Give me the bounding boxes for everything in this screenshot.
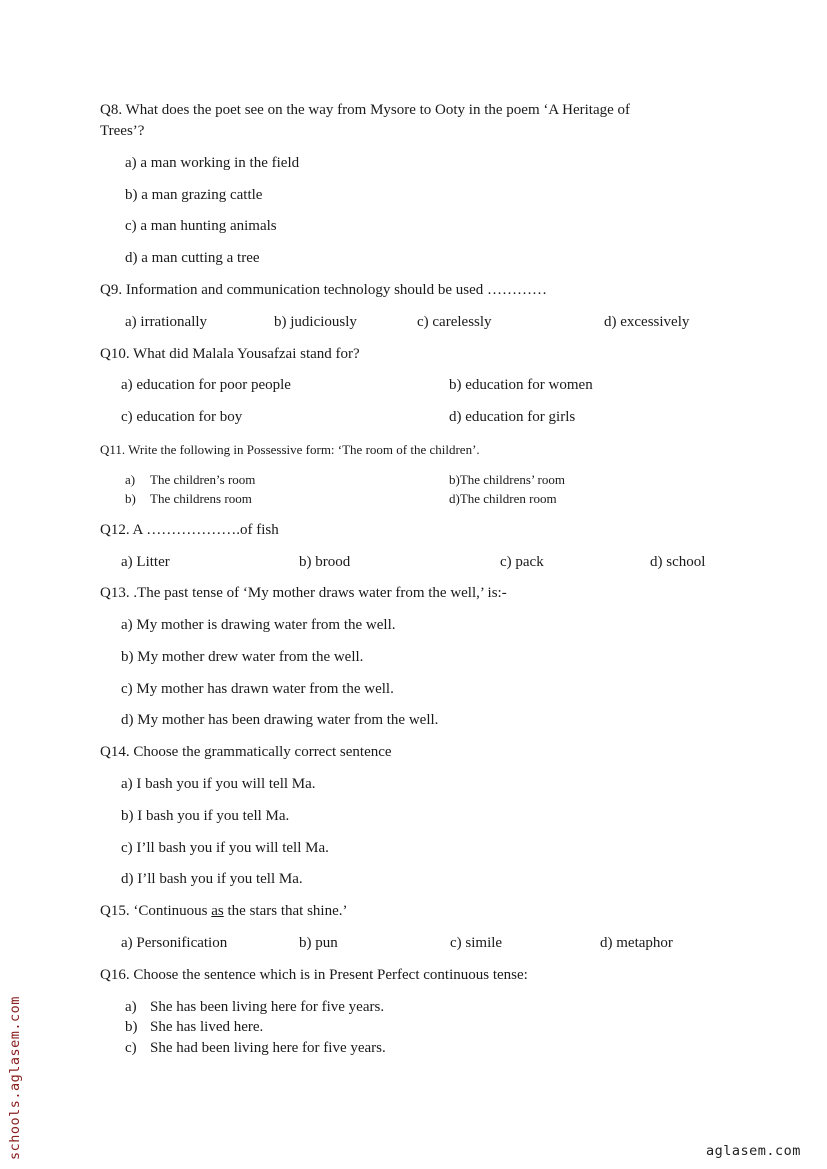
q16-option-a: She has been living here for five years. xyxy=(150,999,385,1015)
q8-option-c: c) a man hunting animals xyxy=(125,218,277,234)
q14-option-b: b) I bash you if you tell Ma. xyxy=(121,808,290,824)
q11-option-d: d)The children room xyxy=(449,491,557,506)
q12-option-c: c) pack xyxy=(500,554,544,570)
q15-option-d: d) metaphor xyxy=(600,935,673,951)
q13-question: Q13. .The past tense of ‘My mother draws water from the well,’ is:- xyxy=(100,585,507,601)
q16-option-a-label: a) xyxy=(125,999,137,1015)
q11-question: Q11. Write the following in Possessive form: ‘The room of the children’. xyxy=(100,442,480,457)
q15-option-a: a) Personification xyxy=(121,935,228,951)
q13-option-a: a) My mother is drawing water from the well. xyxy=(121,617,396,633)
q11-option-c: The childrens room xyxy=(150,491,252,506)
q12-option-d: d) school xyxy=(650,554,706,570)
q13-option-b: b) My mother drew water from the well. xyxy=(121,649,364,665)
q8-question-line2: Trees’? xyxy=(100,123,145,139)
q10-option-a: a) education for poor people xyxy=(121,377,291,393)
q8-option-a: a) a man working in the field xyxy=(125,155,300,171)
q12-option-a: a) Litter xyxy=(121,554,170,570)
q11-option-a: The children’s room xyxy=(150,472,256,487)
q15-question-post: the stars that shine.’ xyxy=(223,903,348,919)
q14-question: Q14. Choose the grammatically correct sentence xyxy=(100,744,392,760)
q16-option-c: She had been living here for five years. xyxy=(150,1040,386,1056)
q14-option-a: a) I bash you if you will tell Ma. xyxy=(121,776,316,792)
q15-question-pre: Q15. ‘Continuous xyxy=(100,903,212,919)
q13-option-d: d) My mother has been drawing water from the well. xyxy=(121,712,439,728)
q15-question xyxy=(100,902,348,920)
q16-question: Q16. Choose the sentence which is in Present Perfect continuous tense: xyxy=(100,967,528,983)
q9-option-a: a) irrationally xyxy=(125,314,208,330)
q10-question: Q10. What did Malala Yousafzai stand for? xyxy=(100,346,360,362)
q10-option-d: d) education for girls xyxy=(449,409,576,425)
q9-option-b: b) judiciously xyxy=(274,314,357,330)
q13-option-c: c) My mother has drawn water from the well. xyxy=(121,681,394,697)
q16-option-c-label: c) xyxy=(125,1040,137,1056)
q8-question-line1: Q8. What does the poet see on the way from Mysore to Ooty in the poem ‘A Heritage of xyxy=(100,102,631,118)
q14-option-c: c) I’ll bash you if you will tell Ma. xyxy=(121,840,329,856)
footer-watermark: aglasem.com xyxy=(706,1143,801,1159)
q8-option-d: d) a man cutting a tree xyxy=(125,250,260,266)
q15-question-underlined: as xyxy=(211,903,224,919)
q9-option-c: c) carelessly xyxy=(417,314,492,330)
q9-option-d: d) excessively xyxy=(604,314,690,330)
q14-option-d: d) I’ll bash you if you tell Ma. xyxy=(121,871,303,887)
q15-option-b: b) pun xyxy=(299,935,338,951)
q10-option-b: b) education for women xyxy=(449,377,593,393)
q10-option-c: c) education for boy xyxy=(121,409,243,425)
q15-option-c: c) simile xyxy=(450,935,503,951)
q16-option-b: She has lived here. xyxy=(150,1019,264,1035)
q9-question: Q9. Information and communication technology should be used ………… xyxy=(100,282,548,298)
q12-question: Q12. A ……………….of fish xyxy=(100,522,279,538)
q11-option-c-label: b) xyxy=(125,491,136,506)
q12-option-b: b) brood xyxy=(299,554,351,570)
q11-option-a-label: a) xyxy=(125,472,136,487)
side-watermark: schools.aglasem.com xyxy=(7,996,23,1160)
q16-option-b-label: b) xyxy=(125,1019,138,1035)
q11-option-b: b)The childrens’ room xyxy=(449,472,565,487)
q8-option-b: b) a man grazing cattle xyxy=(125,187,263,203)
